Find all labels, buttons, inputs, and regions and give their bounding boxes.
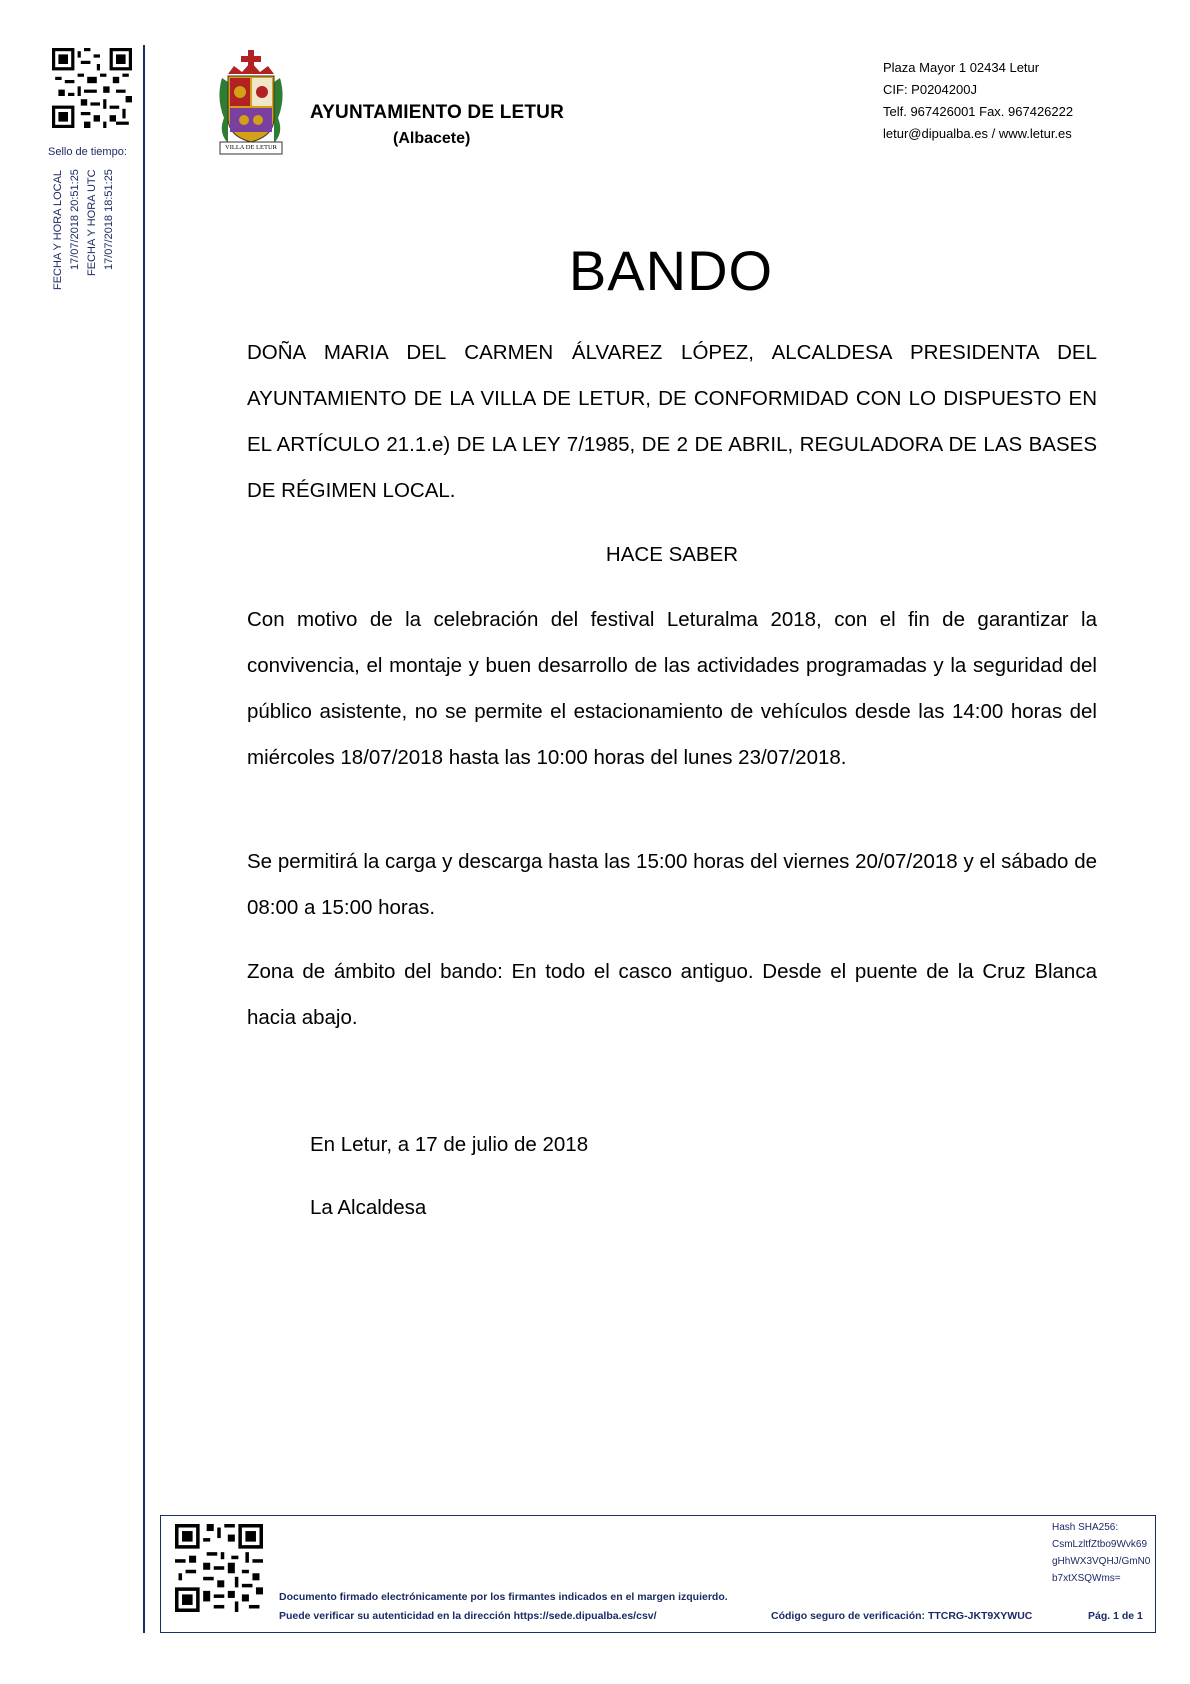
signed-note: Documento firmado electrónicamente por los firmantes indicados en el margen izquierdo.: [279, 1591, 728, 1603]
document-title: BANDO: [568, 239, 774, 302]
place-date: En Letur, a 17 de julio de 2018: [310, 1133, 589, 1156]
municipal-crest-logo: [214, 48, 288, 156]
body-paragraph-2: Se permitirá la carga y descarga hasta las 15:00 horas del viernes 20/07/2018 y el sábado de 08:00 a 15:00 horas.: [247, 850, 1097, 919]
utc-time-value: 17/07/2018 18:51:25: [103, 169, 115, 270]
contact-cif: CIF: P0204200J: [883, 82, 977, 97]
hash-line: CsmLzltfZtbo9Wvk69: [1052, 1539, 1148, 1550]
contact-email-web: letur@dipualba.es / www.letur.es: [883, 126, 1072, 141]
footer-qr-code: [175, 1524, 263, 1612]
hash-label: Hash SHA256:: [1052, 1522, 1119, 1533]
utc-time-label: FECHA Y HORA UTC: [86, 169, 98, 276]
contact-phone: Telf. 967426001 Fax. 967426222: [883, 104, 1074, 119]
body-paragraph-1: Con motivo de la celebración del festival Leturalma 2018, con el fin de garantizar la convivencia, el montaje y buen desarrollo de las actividades programadas y la seguridad del público asistente, no se permite el estacionamiento de vehículos desde las 14:00 horas del miércoles 18/07/2018 hasta las 10:00 horas del lunes 23/07/2018.: [247, 608, 1097, 769]
crest-ribbon-text: VILLA DE LETUR: [225, 144, 277, 151]
signer-title: La Alcaldesa: [310, 1196, 427, 1219]
page-indicator: Pág. 1 de 1: [1088, 1610, 1143, 1622]
timestamp-label: Sello de tiempo:: [48, 146, 127, 158]
verify-note: Puede verificar su autenticidad en la dirección https://sede.dipualba.es/csv/: [279, 1610, 657, 1622]
hash-line: b7xtXSQWms=: [1052, 1573, 1121, 1584]
intro-paragraph: DOÑA MARIA DEL CARMEN ÁLVAREZ LÓPEZ, ALCALDESA PRESIDENTA DEL AYUNTAMIENTO DE LA VILLA DE LETUR, DE CONFORMIDAD CON LO DISPUESTO EN EL ARTÍCULO 21.1.e) DE LA LEY 7/1985, DE 2 DE ABRIL, REGULADORA DE LAS BASES DE RÉGIMEN LOCAL.: [247, 341, 1097, 502]
contact-block: [883, 57, 1073, 145]
hash-line: gHhWX3VQHJ/GmN0: [1052, 1556, 1151, 1567]
organization-name: AYUNTAMIENTO DE LETUR: [310, 102, 565, 123]
organization-province: (Albacete): [393, 130, 471, 147]
csv-code: Código seguro de verificación: TTCRG-JKT9XYWUC: [771, 1610, 1033, 1622]
contact-address: Plaza Mayor 1 02434 Letur: [883, 60, 1040, 75]
top-qr-code: [52, 48, 132, 128]
local-time-label: FECHA Y HORA LOCAL: [52, 169, 64, 290]
section-heading: HACE SABER: [605, 543, 739, 566]
local-time-value: 17/07/2018 20:51:25: [69, 169, 81, 270]
hash-block: [1052, 1519, 1150, 1587]
body-paragraph-3: Zona de ámbito del bando: En todo el casco antiguo. Desde el puente de la Cruz Blanca hacia abajo.: [247, 960, 1097, 1029]
